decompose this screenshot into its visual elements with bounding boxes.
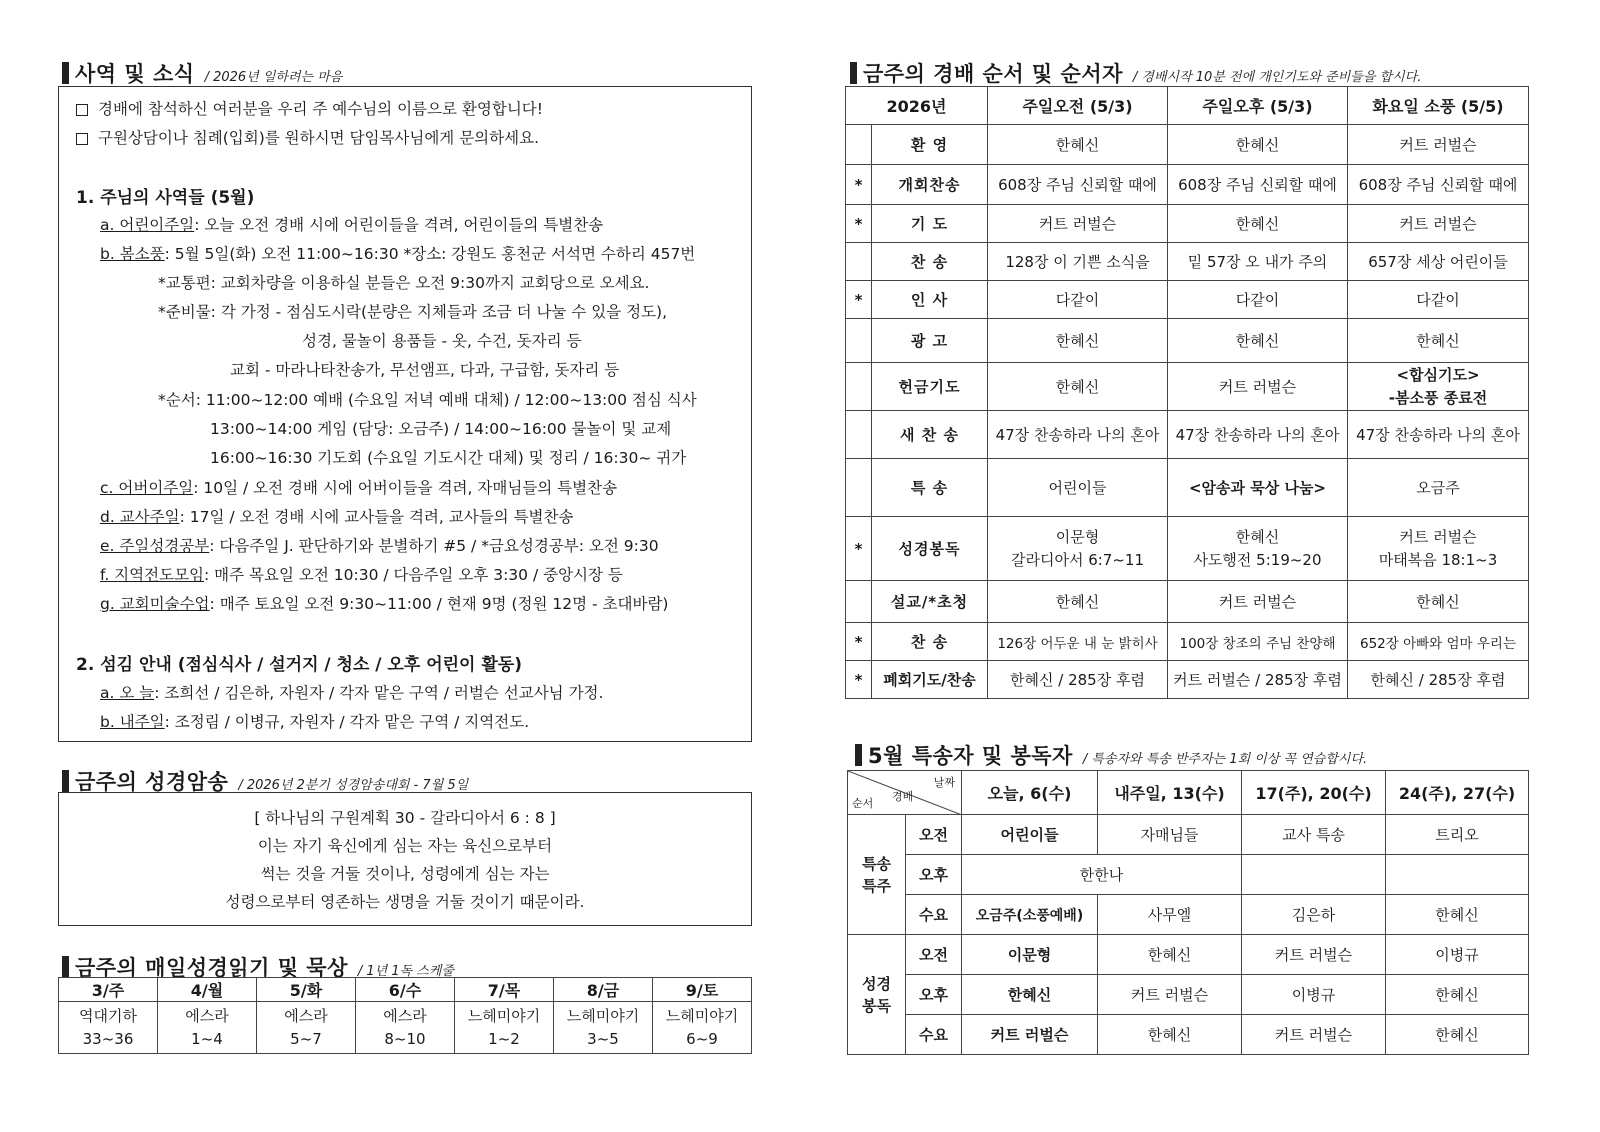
reading-books-row xyxy=(59,1002,752,1054)
item-a xyxy=(100,213,603,235)
order-star: * xyxy=(846,165,872,205)
section-bar-icon xyxy=(62,62,69,84)
special-row xyxy=(848,975,1529,1015)
reading-table xyxy=(58,977,752,1054)
order-label: 광 고 xyxy=(872,319,988,363)
order-label: 찬 송 xyxy=(872,243,988,281)
counsel-text: 구원상담이나 침례(입회)를 원하시면 담임목사님에게 문의하세요. xyxy=(98,129,540,147)
reading-book: 느헤미야기 xyxy=(566,1006,640,1025)
memory-note: / 2026년 2분기 성경암송대회 - 7월 5일 xyxy=(238,778,469,793)
section-bar-icon xyxy=(62,956,69,978)
memory-title: 금주의 성경암송 xyxy=(75,770,229,794)
reading-day: 5/화 xyxy=(257,978,356,1002)
special-row xyxy=(848,1015,1529,1055)
item-d-label: d. 교사주일 xyxy=(100,508,180,526)
order-label: 성경봉독 xyxy=(872,517,988,581)
order-cell xyxy=(1348,363,1529,411)
order-star xyxy=(846,319,872,363)
order-star xyxy=(846,581,872,623)
order-cell-line: 한혜신 xyxy=(1235,527,1280,546)
order-label: 인 사 xyxy=(872,281,988,319)
order-star: * xyxy=(846,205,872,243)
reading-title: 금주의 매일성경읽기 및 묵상 xyxy=(75,956,348,980)
special-cell: 이병규 xyxy=(1386,935,1529,975)
special-cell: 커트 러벌슨 xyxy=(962,1015,1098,1055)
order-row xyxy=(846,661,1529,699)
order-header-tuesday: 화요일 소풍 (5/5) xyxy=(1348,87,1529,125)
reading-cell xyxy=(356,1002,455,1054)
order-cell-line: 이문형 xyxy=(1055,527,1100,546)
special-cell xyxy=(1242,855,1386,895)
order-star xyxy=(846,125,872,165)
special-date-header: 17(주), 20(수) xyxy=(1242,771,1386,815)
item-c-label: c. 어버이주일 xyxy=(100,479,194,497)
special-row xyxy=(848,815,1529,855)
welcome-line xyxy=(76,97,543,119)
order-cell: 밑 57장 오 내가 주의 xyxy=(1168,243,1348,281)
service-b-text: : 조정림 / 이병규, 자원자 / 각자 맡은 구역 / 지역전도. xyxy=(164,713,530,731)
news-note: / 2026년 일하려는 마음 xyxy=(204,70,343,85)
order-cell: 47장 찬송하라 나의 혼아 xyxy=(1348,411,1529,459)
order-table xyxy=(845,86,1529,699)
reading-book: 에스라 xyxy=(383,1006,427,1025)
reading-day: 8/금 xyxy=(554,978,653,1002)
counsel-line xyxy=(76,126,539,148)
order-cell: 한혜신 xyxy=(988,125,1168,165)
checkbox-icon xyxy=(76,133,88,145)
reading-day: 4/월 xyxy=(158,978,257,1002)
order-cell: 47장 찬송하라 나의 혼아 xyxy=(988,411,1168,459)
reading-day: 6/수 xyxy=(356,978,455,1002)
order-star: * xyxy=(846,281,872,319)
special-time: 수요 xyxy=(906,895,962,935)
service-a-text: : 조희선 / 김은하, 자원자 / 각자 맡은 구역 / 러벌슨 선교사님 가정. xyxy=(154,684,604,702)
order-cell-line: 갈라디아서 6:7~11 xyxy=(1010,550,1144,569)
item-f xyxy=(100,563,623,585)
item-b-supplies-2: 성경, 물놀이 용품들 - 옷, 수건, 돗자리 등 xyxy=(302,332,582,350)
order-cell: 100장 창조의 주님 찬양해 xyxy=(1168,623,1348,661)
order-row xyxy=(846,411,1529,459)
item-d xyxy=(100,505,573,527)
section-bar-icon xyxy=(855,744,862,766)
order-row xyxy=(846,125,1529,165)
reading-cell xyxy=(455,1002,554,1054)
special-header-row xyxy=(848,771,1529,815)
item-b-schedule-2: 13:00~14:00 게임 (담당: 오금주) / 14:00~16:00 물놀이 및 교제 xyxy=(210,420,672,438)
item-b-supplies: *준비물: 각 가정 - 점심도시락(분량은 지체들과 조금 더 나눌 수 있을 정도), xyxy=(158,303,668,321)
item-g-label: g. 교회미술수업 xyxy=(100,595,210,613)
order-cell xyxy=(1348,517,1529,581)
order-header-row xyxy=(846,87,1529,125)
order-header-year: 2026년 xyxy=(846,87,988,125)
special-cell: 커트 러벌슨 xyxy=(1098,975,1242,1015)
reading-note: / 1년 1독 스케줄 xyxy=(357,964,454,979)
order-cell: 한혜신 / 285장 후렴 xyxy=(1348,661,1529,699)
special-cell: 사무엘 xyxy=(1098,895,1242,935)
order-cell: 커트 러벌슨 xyxy=(1168,581,1348,623)
order-star: * xyxy=(846,661,872,699)
order-cell: 608장 주님 신뢰할 때에 xyxy=(1168,165,1348,205)
order-label: 헌금기도 xyxy=(872,363,988,411)
order-row xyxy=(846,319,1529,363)
reading-book: 에스라 xyxy=(185,1006,229,1025)
reading-cell xyxy=(59,1002,158,1054)
corner-worship-label: 경배 xyxy=(892,790,914,803)
special-group-label: 성경 봉독 xyxy=(848,935,906,1055)
order-note: / 경배시작 10분 전에 개인기도와 준비들을 합시다. xyxy=(1132,70,1422,85)
special-time: 오후 xyxy=(906,975,962,1015)
reading-chapters: 6~9 xyxy=(686,1029,718,1048)
order-cell: 커트 러벌슨 xyxy=(1348,125,1529,165)
order-cell xyxy=(1168,517,1348,581)
order-cell: 652장 아빠와 엄마 우리는 xyxy=(1348,623,1529,661)
special-cell: 오금주(소풍예배) xyxy=(962,895,1098,935)
order-cell-line: 마태복음 18:1~3 xyxy=(1378,550,1498,569)
special-cell: 교사 특송 xyxy=(1242,815,1386,855)
special-cell: 이문형 xyxy=(962,935,1098,975)
reading-chapters: 33~36 xyxy=(82,1029,134,1048)
order-row xyxy=(846,581,1529,623)
special-cell: 한혜신 xyxy=(1386,895,1529,935)
reading-chapters: 3~5 xyxy=(587,1029,619,1048)
order-row xyxy=(846,623,1529,661)
order-cell: 한혜신 xyxy=(1348,319,1529,363)
order-label: 폐회기도/찬송 xyxy=(872,661,988,699)
item-e-text: : 다음주일 J. 판단하기와 분별하기 #5 / *금요성경공부: 오전 9:30 xyxy=(209,537,659,555)
special-cell: 한혜신 xyxy=(1386,1015,1529,1055)
special-note: / 특송자와 특송 반주자는 1회 이상 꼭 연습합시다. xyxy=(1082,752,1368,767)
order-cell: 어린이들 xyxy=(988,459,1168,517)
order-cell: 다같이 xyxy=(1168,281,1348,319)
order-star xyxy=(846,459,872,517)
order-cell xyxy=(988,517,1168,581)
order-cell: <암송과 묵상 나눔> xyxy=(1168,459,1348,517)
reading-days-row xyxy=(59,978,752,1002)
order-label: 설교/*초청 xyxy=(872,581,988,623)
special-date-header: 내주일, 13(수) xyxy=(1098,771,1242,815)
special-cell: 어린이들 xyxy=(962,815,1098,855)
order-cell: 오금주 xyxy=(1348,459,1529,517)
item-a-text: : 오늘 오전 경배 시에 어린이들을 격려, 어린이들의 특별찬송 xyxy=(194,216,604,234)
special-date-header: 24(주), 27(수) xyxy=(1386,771,1529,815)
reading-book: 느헤미야기 xyxy=(467,1006,541,1025)
special-row xyxy=(848,935,1529,975)
order-cell: 한혜신 xyxy=(988,319,1168,363)
order-cell: 128장 이 기쁜 소식을 xyxy=(988,243,1168,281)
reading-cell xyxy=(158,1002,257,1054)
order-row xyxy=(846,165,1529,205)
item-f-text: : 매주 목요일 오전 10:30 / 다음주일 오후 3:30 / 중앙시장 등 xyxy=(204,566,623,584)
special-cell: 김은하 xyxy=(1242,895,1386,935)
item-c-text: : 10일 / 오전 경배 시에 어버이들을 격려, 자매님들의 특별찬송 xyxy=(193,479,618,497)
item-a-label: a. 어린이주일 xyxy=(100,216,195,234)
reading-book: 에스라 xyxy=(284,1006,328,1025)
order-cell: 한혜신 / 285장 후렴 xyxy=(988,661,1168,699)
order-cell: 다같이 xyxy=(988,281,1168,319)
item-b xyxy=(100,242,695,264)
item-f-label: f. 지역전도모임 xyxy=(100,566,205,584)
item-e-label: e. 주일성경공부 xyxy=(100,537,210,555)
order-label: 환 영 xyxy=(872,125,988,165)
service-a xyxy=(100,681,603,703)
special-cell: 한혜신 xyxy=(1098,935,1242,975)
special-row xyxy=(848,895,1529,935)
special-row xyxy=(848,855,1529,895)
order-cell: 다같이 xyxy=(1348,281,1529,319)
reading-chapters: 8~10 xyxy=(384,1029,426,1048)
reading-chapters: 1~2 xyxy=(488,1029,520,1048)
order-cell: 한혜신 xyxy=(1168,319,1348,363)
order-row xyxy=(846,243,1529,281)
reading-cell xyxy=(653,1002,752,1054)
order-star: * xyxy=(846,623,872,661)
order-label: 찬 송 xyxy=(872,623,988,661)
special-cell: 한혜신 xyxy=(962,975,1098,1015)
section-bar-icon xyxy=(62,770,69,792)
special-cell: 한한나 xyxy=(962,855,1242,895)
order-label: 개회찬송 xyxy=(872,165,988,205)
order-cell-line: 사도행전 5:19~20 xyxy=(1193,550,1322,569)
order-row xyxy=(846,363,1529,411)
special-title: 5월 특송자 및 봉독자 xyxy=(868,744,1073,768)
order-title: 금주의 경배 순서 및 순서자 xyxy=(863,62,1123,86)
order-cell: 커트 러벌슨 / 285장 후렴 xyxy=(1168,661,1348,699)
order-cell: 657장 세상 어린이들 xyxy=(1348,243,1529,281)
order-cell: 한혜신 xyxy=(988,581,1168,623)
order-star: * xyxy=(846,517,872,581)
order-cell: 커트 러벌슨 xyxy=(1168,363,1348,411)
reading-book: 느헤미야기 xyxy=(665,1006,739,1025)
order-row xyxy=(846,281,1529,319)
item-b-transport: *교통편: 교회차량을 이용하실 분들은 오전 9:30까지 교회당으로 오세요. xyxy=(158,274,650,292)
service-heading: 2. 섬김 안내 (점심식사 / 설거지 / 청소 / 오후 어린이 활동) xyxy=(76,655,522,675)
reading-chapters: 1~4 xyxy=(191,1029,223,1048)
order-cell: 47장 찬송하라 나의 혼아 xyxy=(1168,411,1348,459)
order-cell: 한혜신 xyxy=(1348,581,1529,623)
order-header-sunday-pm: 주일오후 (5/3) xyxy=(1168,87,1348,125)
order-cell: 608장 주님 신뢰할 때에 xyxy=(1348,165,1529,205)
item-b-text: : 5월 5일(화) 오전 11:00~16:30 *장소: 강원도 홍천군 서석면 수하리 457번 xyxy=(164,245,696,263)
reading-day: 9/토 xyxy=(653,978,752,1002)
reading-book: 역대기하 xyxy=(79,1006,137,1025)
checkbox-icon xyxy=(76,104,88,116)
corner-date-label: 날짜 xyxy=(933,776,955,789)
item-b-label: b. 봄소풍 xyxy=(100,245,165,263)
reading-day: 7/목 xyxy=(455,978,554,1002)
item-e xyxy=(100,534,659,556)
order-row xyxy=(846,205,1529,243)
special-group-label: 특송 특주 xyxy=(848,815,906,935)
reading-chapters: 5~7 xyxy=(290,1029,322,1048)
order-cell: 126장 어두운 내 눈 밝히사 xyxy=(988,623,1168,661)
special-table xyxy=(847,770,1529,1055)
order-row xyxy=(846,459,1529,517)
special-cell: 커트 러벌슨 xyxy=(1242,1015,1386,1055)
item-d-text: : 17일 / 오전 경배 시에 교사들을 격려, 교사들의 특별찬송 xyxy=(179,508,574,526)
item-b-schedule-3: 16:00~16:30 기도회 (수요일 기도시간 대체) 및 정리 / 16:30~ 귀가 xyxy=(210,449,687,467)
special-cell: 이병규 xyxy=(1242,975,1386,1015)
reading-day: 3/주 xyxy=(59,978,158,1002)
order-cell-line: <합심기도> xyxy=(1396,365,1480,384)
memory-verse-2: 썩는 것을 거둘 것이나, 성령에게 심는 자는 xyxy=(260,865,550,883)
reading-cell xyxy=(554,1002,653,1054)
special-section-title xyxy=(855,740,1367,770)
order-cell: 한혜신 xyxy=(988,363,1168,411)
order-cell: 커트 러벌슨 xyxy=(988,205,1168,243)
memory-reference: [ 하나님의 구원계획 30 - 갈라디아서 6 : 8 ] xyxy=(254,809,556,827)
order-star xyxy=(846,363,872,411)
special-cell: 트리오 xyxy=(1386,815,1529,855)
welcome-text: 경배에 참석하신 여러분을 우리 주 예수님의 이름으로 환영합니다! xyxy=(98,100,543,118)
special-cell xyxy=(1386,855,1529,895)
service-b xyxy=(100,710,529,732)
item-b-supplies-3: 교회 - 마라나타찬송가, 무선앰프, 다과, 구급함, 돗자리 등 xyxy=(230,361,620,379)
memory-verse-3: 성령으로부터 영존하는 생명을 거둘 것이기 때문이라. xyxy=(225,893,585,911)
service-a-label: a. 오 늘 xyxy=(100,684,155,702)
order-label: 새 찬 송 xyxy=(872,411,988,459)
special-time: 오후 xyxy=(906,855,962,895)
item-g-text: : 매주 토요일 오전 9:30~11:00 / 현재 9명 (정원 12명 - 초대바람) xyxy=(209,595,669,613)
item-b-schedule: *순서: 11:00~12:00 예배 (수요일 저녁 예배 대체) / 12:00~13:00 점심 식사 xyxy=(158,391,697,409)
news-section-title xyxy=(62,58,342,88)
special-corner xyxy=(848,771,962,815)
item-g xyxy=(100,592,668,614)
special-time: 오전 xyxy=(906,935,962,975)
order-cell: 커트 러벌슨 xyxy=(1348,205,1529,243)
special-cell: 자매님들 xyxy=(1098,815,1242,855)
special-date-header: 오늘, 6(수) xyxy=(962,771,1098,815)
order-star xyxy=(846,411,872,459)
section-bar-icon xyxy=(850,62,857,84)
memory-verse-1: 이는 자기 육신에게 심는 자는 육신으로부터 xyxy=(257,837,553,855)
order-header-sunday-am: 주일오전 (5/3) xyxy=(988,87,1168,125)
order-cell: 한혜신 xyxy=(1168,205,1348,243)
item-c xyxy=(100,476,617,498)
order-cell: 한혜신 xyxy=(1168,125,1348,165)
special-time: 수요 xyxy=(906,1015,962,1055)
order-star xyxy=(846,243,872,281)
corner-order-label: 순서 xyxy=(852,797,874,810)
special-cell: 한혜신 xyxy=(1386,975,1529,1015)
special-time: 오전 xyxy=(906,815,962,855)
order-cell-line: -봄소풍 종료전 xyxy=(1388,388,1488,407)
order-label: 특 송 xyxy=(872,459,988,517)
order-row xyxy=(846,517,1529,581)
order-section-title xyxy=(850,58,1421,88)
special-cell: 커트 러벌슨 xyxy=(1242,935,1386,975)
order-label: 기 도 xyxy=(872,205,988,243)
reading-cell xyxy=(257,1002,356,1054)
ministry-heading: 1. 주님의 사역들 (5월) xyxy=(76,188,255,208)
news-title: 사역 및 소식 xyxy=(75,62,195,86)
service-b-label: b. 내주일 xyxy=(100,713,165,731)
order-cell: 608장 주님 신뢰할 때에 xyxy=(988,165,1168,205)
order-cell-line: 커트 러벌슨 xyxy=(1399,527,1477,546)
special-cell: 한혜신 xyxy=(1098,1015,1242,1055)
